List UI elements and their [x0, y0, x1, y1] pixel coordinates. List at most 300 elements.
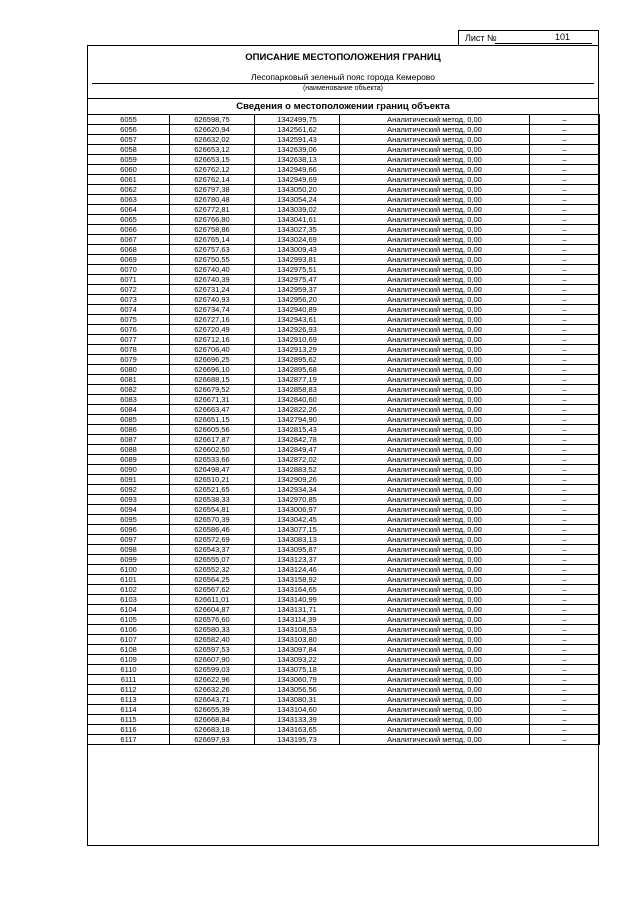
- description-cell: –: [530, 525, 600, 535]
- table-row: [88, 345, 600, 355]
- method-accuracy-cell: Аналитический метод, 0,00: [340, 115, 530, 125]
- point-number-cell: 6100: [88, 565, 170, 575]
- table-row: [88, 555, 600, 565]
- y-coordinate-cell: 1342949,69: [255, 175, 340, 185]
- table-row: [88, 385, 600, 395]
- table-row: [88, 315, 600, 325]
- x-coordinate-cell: 626572,69: [170, 535, 255, 545]
- table-row: [88, 605, 600, 615]
- description-cell: –: [530, 175, 600, 185]
- point-number-cell: 6099: [88, 555, 170, 565]
- y-coordinate-cell: 1343140,99: [255, 595, 340, 605]
- description-cell: –: [530, 285, 600, 295]
- table-row: [88, 355, 600, 365]
- description-cell: –: [530, 445, 600, 455]
- method-accuracy-cell: Аналитический метод, 0,00: [340, 225, 530, 235]
- table-row: [88, 235, 600, 245]
- method-accuracy-cell: Аналитический метод, 0,00: [340, 165, 530, 175]
- point-number-cell: 6087: [88, 435, 170, 445]
- y-coordinate-cell: 1342970,85: [255, 495, 340, 505]
- point-number-cell: 6055: [88, 115, 170, 125]
- description-cell: –: [530, 535, 600, 545]
- x-coordinate-cell: 626538,33: [170, 495, 255, 505]
- method-accuracy-cell: Аналитический метод, 0,00: [340, 515, 530, 525]
- point-number-cell: 6077: [88, 335, 170, 345]
- table-row: [88, 675, 600, 685]
- table-row: [88, 565, 600, 575]
- point-number-cell: 6062: [88, 185, 170, 195]
- y-coordinate-cell: 1343131,71: [255, 605, 340, 615]
- table-row: [88, 125, 600, 135]
- x-coordinate-cell: 626671,31: [170, 395, 255, 405]
- table-row: [88, 435, 600, 445]
- table-row: [88, 365, 600, 375]
- method-accuracy-cell: Аналитический метод, 0,00: [340, 735, 530, 745]
- point-number-cell: 6116: [88, 725, 170, 735]
- method-accuracy-cell: Аналитический метод, 0,00: [340, 635, 530, 645]
- x-coordinate-cell: 626521,65: [170, 485, 255, 495]
- description-cell: –: [530, 705, 600, 715]
- method-accuracy-cell: Аналитический метод, 0,00: [340, 645, 530, 655]
- y-coordinate-cell: 1343163,65: [255, 725, 340, 735]
- x-coordinate-cell: 626510,21: [170, 475, 255, 485]
- x-coordinate-cell: 626576,60: [170, 615, 255, 625]
- y-coordinate-cell: 1342975,51: [255, 265, 340, 275]
- description-cell: –: [530, 455, 600, 465]
- x-coordinate-cell: 626552,32: [170, 565, 255, 575]
- y-coordinate-cell: 1343164,65: [255, 585, 340, 595]
- object-name-caption: (наименование объекта): [302, 85, 384, 92]
- x-coordinate-cell: 626643,71: [170, 695, 255, 705]
- x-coordinate-cell: 626696,25: [170, 355, 255, 365]
- point-number-cell: 6067: [88, 235, 170, 245]
- table-row: [88, 225, 600, 235]
- point-number-cell: 6111: [88, 675, 170, 685]
- x-coordinate-cell: 626653,12: [170, 145, 255, 155]
- point-number-cell: 6094: [88, 505, 170, 515]
- y-coordinate-cell: 1342943,61: [255, 315, 340, 325]
- table-row: [88, 485, 600, 495]
- method-accuracy-cell: Аналитический метод, 0,00: [340, 335, 530, 345]
- x-coordinate-cell: 626740,40: [170, 265, 255, 275]
- y-coordinate-cell: 1342934,34: [255, 485, 340, 495]
- y-coordinate-cell: 1342499,75: [255, 115, 340, 125]
- description-cell: –: [530, 565, 600, 575]
- x-coordinate-cell: 626740,93: [170, 295, 255, 305]
- point-number-cell: 6070: [88, 265, 170, 275]
- description-cell: –: [530, 585, 600, 595]
- method-accuracy-cell: Аналитический метод, 0,00: [340, 545, 530, 555]
- table-row: [88, 145, 600, 155]
- description-cell: –: [530, 375, 600, 385]
- method-accuracy-cell: Аналитический метод, 0,00: [340, 435, 530, 445]
- y-coordinate-cell: 1343095,87: [255, 545, 340, 555]
- description-cell: –: [530, 715, 600, 725]
- y-coordinate-cell: 1343097,84: [255, 645, 340, 655]
- y-coordinate-cell: 1342822,26: [255, 405, 340, 415]
- table-row: [88, 635, 600, 645]
- y-coordinate-cell: 1342849,47: [255, 445, 340, 455]
- table-row: [88, 665, 600, 675]
- description-cell: –: [530, 685, 600, 695]
- x-coordinate-cell: 626757,63: [170, 245, 255, 255]
- table-row: [88, 185, 600, 195]
- table-row: [88, 195, 600, 205]
- y-coordinate-cell: 1342883,52: [255, 465, 340, 475]
- x-coordinate-cell: 626696,10: [170, 365, 255, 375]
- x-coordinate-cell: 626780,48: [170, 195, 255, 205]
- y-coordinate-cell: 1343114,39: [255, 615, 340, 625]
- point-number-cell: 6076: [88, 325, 170, 335]
- y-coordinate-cell: 1343006,97: [255, 505, 340, 515]
- point-number-cell: 6083: [88, 395, 170, 405]
- point-number-cell: 6075: [88, 315, 170, 325]
- y-coordinate-cell: 1343024,69: [255, 235, 340, 245]
- point-number-cell: 6064: [88, 205, 170, 215]
- method-accuracy-cell: Аналитический метод, 0,00: [340, 585, 530, 595]
- point-number-cell: 6072: [88, 285, 170, 295]
- point-number-cell: 6106: [88, 625, 170, 635]
- point-number-cell: 6103: [88, 595, 170, 605]
- description-cell: –: [530, 595, 600, 605]
- method-accuracy-cell: Аналитический метод, 0,00: [340, 145, 530, 155]
- description-cell: –: [530, 505, 600, 515]
- coordinates-table: [87, 114, 600, 745]
- table-row: [88, 405, 600, 415]
- point-number-cell: 6084: [88, 405, 170, 415]
- method-accuracy-cell: Аналитический метод, 0,00: [340, 705, 530, 715]
- y-coordinate-cell: 1343133,39: [255, 715, 340, 725]
- x-coordinate-cell: 626597,53: [170, 645, 255, 655]
- method-accuracy-cell: Аналитический метод, 0,00: [340, 715, 530, 725]
- description-cell: –: [530, 305, 600, 315]
- description-cell: –: [530, 695, 600, 705]
- document-title: ОПИСАНИЕ МЕСТОПОЛОЖЕНИЯ ГРАНИЦ: [245, 52, 441, 63]
- method-accuracy-cell: Аналитический метод, 0,00: [340, 725, 530, 735]
- point-number-cell: 6061: [88, 175, 170, 185]
- point-number-cell: 6080: [88, 365, 170, 375]
- x-coordinate-cell: 626607,90: [170, 655, 255, 665]
- table-row: [88, 465, 600, 475]
- description-cell: –: [530, 215, 600, 225]
- point-number-cell: 6063: [88, 195, 170, 205]
- method-accuracy-cell: Аналитический метод, 0,00: [340, 575, 530, 585]
- x-coordinate-cell: 626762,14: [170, 175, 255, 185]
- table-row: [88, 255, 600, 265]
- method-accuracy-cell: Аналитический метод, 0,00: [340, 415, 530, 425]
- table-row: [88, 295, 600, 305]
- table-row: [88, 615, 600, 625]
- table-row: [88, 545, 600, 555]
- description-cell: –: [530, 115, 600, 125]
- table-row: [88, 425, 600, 435]
- method-accuracy-cell: Аналитический метод, 0,00: [340, 185, 530, 195]
- y-coordinate-cell: 1342638,13: [255, 155, 340, 165]
- method-accuracy-cell: Аналитический метод, 0,00: [340, 175, 530, 185]
- table-row: [88, 115, 600, 125]
- description-cell: –: [530, 575, 600, 585]
- method-accuracy-cell: Аналитический метод, 0,00: [340, 265, 530, 275]
- table-row: [88, 585, 600, 595]
- point-number-cell: 6101: [88, 575, 170, 585]
- point-number-cell: 6107: [88, 635, 170, 645]
- method-accuracy-cell: Аналитический метод, 0,00: [340, 685, 530, 695]
- y-coordinate-cell: 1343195,73: [255, 735, 340, 745]
- point-number-cell: 6115: [88, 715, 170, 725]
- y-coordinate-cell: 1342591,43: [255, 135, 340, 145]
- x-coordinate-cell: 626570,39: [170, 515, 255, 525]
- description-cell: –: [530, 405, 600, 415]
- y-coordinate-cell: 1343060,79: [255, 675, 340, 685]
- x-coordinate-cell: 626599,03: [170, 665, 255, 675]
- table-row: [88, 595, 600, 605]
- x-coordinate-cell: 626567,62: [170, 585, 255, 595]
- x-coordinate-cell: 626668,84: [170, 715, 255, 725]
- point-number-cell: 6089: [88, 455, 170, 465]
- description-cell: –: [530, 465, 600, 475]
- sheet-label: Лист №: [465, 33, 497, 43]
- table-row: [88, 205, 600, 215]
- table-row: [88, 175, 600, 185]
- description-cell: –: [530, 605, 600, 615]
- description-cell: –: [530, 475, 600, 485]
- table-row: [88, 445, 600, 455]
- table-row: [88, 495, 600, 505]
- description-cell: –: [530, 245, 600, 255]
- method-accuracy-cell: Аналитический метод, 0,00: [340, 615, 530, 625]
- y-coordinate-cell: 1342794,90: [255, 415, 340, 425]
- table-row: [88, 725, 600, 735]
- point-number-cell: 6065: [88, 215, 170, 225]
- description-cell: –: [530, 395, 600, 405]
- y-coordinate-cell: 1343050,20: [255, 185, 340, 195]
- method-accuracy-cell: Аналитический метод, 0,00: [340, 325, 530, 335]
- table-row: [88, 535, 600, 545]
- description-cell: –: [530, 555, 600, 565]
- x-coordinate-cell: 626498,47: [170, 465, 255, 475]
- method-accuracy-cell: Аналитический метод, 0,00: [340, 445, 530, 455]
- method-accuracy-cell: Аналитический метод, 0,00: [340, 405, 530, 415]
- description-cell: –: [530, 195, 600, 205]
- description-cell: –: [530, 415, 600, 425]
- description-cell: –: [530, 155, 600, 165]
- method-accuracy-cell: Аналитический метод, 0,00: [340, 365, 530, 375]
- point-number-cell: 6090: [88, 465, 170, 475]
- method-accuracy-cell: Аналитический метод, 0,00: [340, 205, 530, 215]
- method-accuracy-cell: Аналитический метод, 0,00: [340, 475, 530, 485]
- x-coordinate-cell: 626604,87: [170, 605, 255, 615]
- y-coordinate-cell: 1343123,37: [255, 555, 340, 565]
- method-accuracy-cell: Аналитический метод, 0,00: [340, 375, 530, 385]
- table-row: [88, 735, 600, 745]
- x-coordinate-cell: 626564,25: [170, 575, 255, 585]
- method-accuracy-cell: Аналитический метод, 0,00: [340, 295, 530, 305]
- point-number-cell: 6095: [88, 515, 170, 525]
- x-coordinate-cell: 626720,49: [170, 325, 255, 335]
- point-number-cell: 6092: [88, 485, 170, 495]
- x-coordinate-cell: 626655,39: [170, 705, 255, 715]
- description-cell: –: [530, 275, 600, 285]
- method-accuracy-cell: Аналитический метод, 0,00: [340, 395, 530, 405]
- y-coordinate-cell: 1343056,56: [255, 685, 340, 695]
- table-row: [88, 245, 600, 255]
- x-coordinate-cell: 626622,96: [170, 675, 255, 685]
- y-coordinate-cell: 1343124,46: [255, 565, 340, 575]
- point-number-cell: 6085: [88, 415, 170, 425]
- point-number-cell: 6059: [88, 155, 170, 165]
- table-row: [88, 285, 600, 295]
- description-cell: –: [530, 385, 600, 395]
- method-accuracy-cell: Аналитический метод, 0,00: [340, 665, 530, 675]
- point-number-cell: 6057: [88, 135, 170, 145]
- description-cell: –: [530, 425, 600, 435]
- method-accuracy-cell: Аналитический метод, 0,00: [340, 505, 530, 515]
- table-row: [88, 395, 600, 405]
- point-number-cell: 6081: [88, 375, 170, 385]
- method-accuracy-cell: Аналитический метод, 0,00: [340, 495, 530, 505]
- description-cell: –: [530, 315, 600, 325]
- point-number-cell: 6060: [88, 165, 170, 175]
- description-cell: –: [530, 545, 600, 555]
- method-accuracy-cell: Аналитический метод, 0,00: [340, 345, 530, 355]
- x-coordinate-cell: 626651,15: [170, 415, 255, 425]
- description-cell: –: [530, 735, 600, 745]
- method-accuracy-cell: Аналитический метод, 0,00: [340, 125, 530, 135]
- description-cell: –: [530, 435, 600, 445]
- point-number-cell: 6088: [88, 445, 170, 455]
- y-coordinate-cell: 1343104,60: [255, 705, 340, 715]
- description-cell: –: [530, 495, 600, 505]
- y-coordinate-cell: 1342959,37: [255, 285, 340, 295]
- y-coordinate-cell: 1342858,83: [255, 385, 340, 395]
- description-cell: –: [530, 635, 600, 645]
- table-row: [88, 645, 600, 655]
- point-number-cell: 6109: [88, 655, 170, 665]
- method-accuracy-cell: Аналитический метод, 0,00: [340, 605, 530, 615]
- y-coordinate-cell: 1342895,62: [255, 355, 340, 365]
- point-number-cell: 6069: [88, 255, 170, 265]
- method-accuracy-cell: Аналитический метод, 0,00: [340, 215, 530, 225]
- description-cell: –: [530, 645, 600, 655]
- table-row: [88, 335, 600, 345]
- x-coordinate-cell: 626605,56: [170, 425, 255, 435]
- point-number-cell: 6097: [88, 535, 170, 545]
- description-cell: –: [530, 125, 600, 135]
- table-row: [88, 515, 600, 525]
- x-coordinate-cell: 626762,12: [170, 165, 255, 175]
- description-cell: –: [530, 655, 600, 665]
- table-row: [88, 455, 600, 465]
- description-cell: –: [530, 295, 600, 305]
- point-number-cell: 6117: [88, 735, 170, 745]
- y-coordinate-cell: 1342639,06: [255, 145, 340, 155]
- y-coordinate-cell: 1342940,89: [255, 305, 340, 315]
- method-accuracy-cell: Аналитический метод, 0,00: [340, 275, 530, 285]
- y-coordinate-cell: 1343108,53: [255, 625, 340, 635]
- method-accuracy-cell: Аналитический метод, 0,00: [340, 135, 530, 145]
- table-row: [88, 415, 600, 425]
- x-coordinate-cell: 626765,14: [170, 235, 255, 245]
- point-number-cell: 6082: [88, 385, 170, 395]
- object-name: Лесопарковый зеленый пояс города Кемерово: [251, 72, 435, 82]
- table-row: [88, 135, 600, 145]
- y-coordinate-cell: 1343041,61: [255, 215, 340, 225]
- method-accuracy-cell: Аналитический метод, 0,00: [340, 465, 530, 475]
- method-accuracy-cell: Аналитический метод, 0,00: [340, 655, 530, 665]
- description-cell: –: [530, 625, 600, 635]
- method-accuracy-cell: Аналитический метод, 0,00: [340, 285, 530, 295]
- description-cell: –: [530, 255, 600, 265]
- x-coordinate-cell: 626663,47: [170, 405, 255, 415]
- point-number-cell: 6110: [88, 665, 170, 675]
- x-coordinate-cell: 626688,15: [170, 375, 255, 385]
- point-number-cell: 6104: [88, 605, 170, 615]
- x-coordinate-cell: 626580,33: [170, 625, 255, 635]
- method-accuracy-cell: Аналитический метод, 0,00: [340, 425, 530, 435]
- description-cell: –: [530, 165, 600, 175]
- description-cell: –: [530, 225, 600, 235]
- point-number-cell: 6091: [88, 475, 170, 485]
- description-cell: –: [530, 145, 600, 155]
- description-cell: –: [530, 235, 600, 245]
- table-row: [88, 525, 600, 535]
- method-accuracy-cell: Аналитический метод, 0,00: [340, 565, 530, 575]
- x-coordinate-cell: 626533,66: [170, 455, 255, 465]
- x-coordinate-cell: 626602,50: [170, 445, 255, 455]
- description-cell: –: [530, 345, 600, 355]
- point-number-cell: 6066: [88, 225, 170, 235]
- point-number-cell: 6113: [88, 695, 170, 705]
- y-coordinate-cell: 1343054,24: [255, 195, 340, 205]
- method-accuracy-cell: Аналитический метод, 0,00: [340, 535, 530, 545]
- y-coordinate-cell: 1343093,22: [255, 655, 340, 665]
- x-coordinate-cell: 626679,52: [170, 385, 255, 395]
- x-coordinate-cell: 626632,02: [170, 135, 255, 145]
- x-coordinate-cell: 626554,81: [170, 505, 255, 515]
- y-coordinate-cell: 1342975,47: [255, 275, 340, 285]
- x-coordinate-cell: 626740,39: [170, 275, 255, 285]
- table-row: [88, 165, 600, 175]
- table-row: [88, 215, 600, 225]
- y-coordinate-cell: 1342956,20: [255, 295, 340, 305]
- x-coordinate-cell: 626555,07: [170, 555, 255, 565]
- y-coordinate-cell: 1342913,29: [255, 345, 340, 355]
- method-accuracy-cell: Аналитический метод, 0,00: [340, 525, 530, 535]
- x-coordinate-cell: 626797,38: [170, 185, 255, 195]
- x-coordinate-cell: 626617,87: [170, 435, 255, 445]
- description-cell: –: [530, 355, 600, 365]
- point-number-cell: 6058: [88, 145, 170, 155]
- x-coordinate-cell: 626758,86: [170, 225, 255, 235]
- sheet-underline: [495, 43, 592, 44]
- y-coordinate-cell: 1342993,81: [255, 255, 340, 265]
- y-coordinate-cell: 1343009,43: [255, 245, 340, 255]
- table-row: [88, 375, 600, 385]
- method-accuracy-cell: Аналитический метод, 0,00: [340, 235, 530, 245]
- method-accuracy-cell: Аналитический метод, 0,00: [340, 385, 530, 395]
- x-coordinate-cell: 626734,74: [170, 305, 255, 315]
- y-coordinate-cell: 1342877,19: [255, 375, 340, 385]
- y-coordinate-cell: 1343158,92: [255, 575, 340, 585]
- method-accuracy-cell: Аналитический метод, 0,00: [340, 485, 530, 495]
- table-row: [88, 475, 600, 485]
- description-cell: –: [530, 265, 600, 275]
- point-number-cell: 6108: [88, 645, 170, 655]
- point-number-cell: 6073: [88, 295, 170, 305]
- table-row: [88, 695, 600, 705]
- y-coordinate-cell: 1343039,02: [255, 205, 340, 215]
- x-coordinate-cell: 626766,80: [170, 215, 255, 225]
